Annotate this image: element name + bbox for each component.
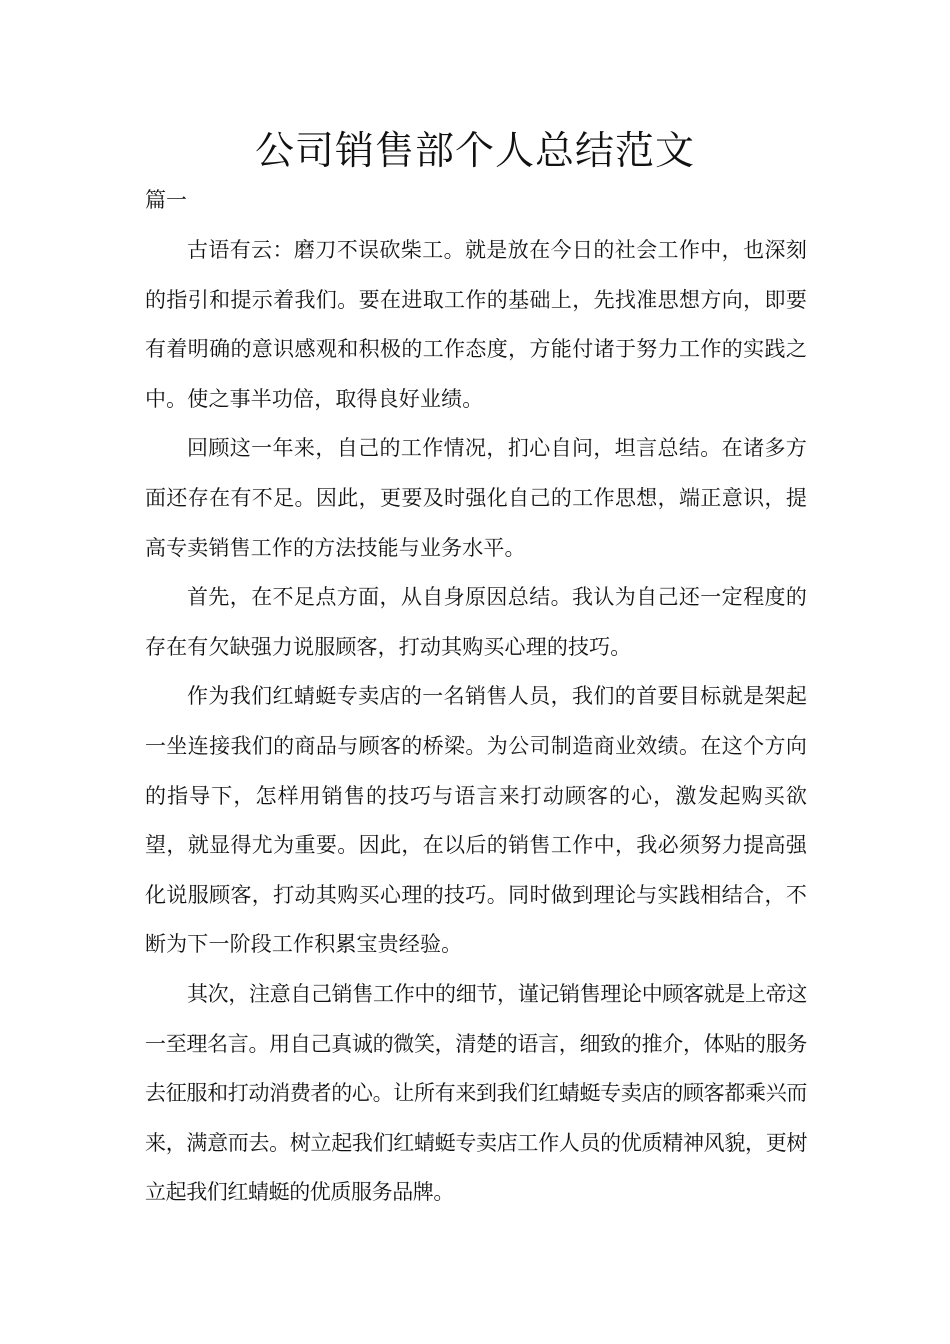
paragraph-1: 古语有云：磨刀不误砍柴工。就是放在今日的社会工作中，也深刻的指引和提示着我们。要在进取工作的基础上，先找准思想方向，即要有着明确的意识感观和积极的工作态度，方能付诸于努力工作的实践之中。使之事半功倍，取得良好业绩。 bbox=[145, 238, 807, 411]
paragraph-2: 回顾这一年来，自己的工作情况，扪心自问，坦言总结。在诸多方面还存在有不足。因此，更要及时强化自己的工作思想，端正意识，提高专卖销售工作的方法技能与业务水平。 bbox=[145, 436, 807, 560]
paragraph-3: 首先，在不足点方面，从自身原因总结。我认为自己还一定程度的存在有欠缺强力说服顾客，打动其购买心理的技巧。 bbox=[145, 585, 807, 659]
document-title: 公司销售部个人总结范文 bbox=[254, 129, 695, 174]
section-label: 篇一 bbox=[145, 188, 187, 212]
document-body bbox=[145, 226, 807, 1218]
paragraph-4: 作为我们红蜻蜓专卖店的一名销售人员，我们的首要目标就是架起一坐连接我们的商品与顾客的桥梁。为公司制造商业效绩。在这个方向的指导下，怎样用销售的技巧与语言来打动顾客的心，激发起购买欲望，就显得尤为重要。因此，在以后的销售工作中，我必须努力提高强化说服顾客，打动其购买心理的技巧。同时做到理论与实践相结合，不断为下一阶段工作积累宝贵经验。 bbox=[145, 684, 807, 957]
paragraph-5: 其次，注意自己销售工作中的细节，谨记销售理论中顾客就是上帝这一至理名言。用自己真诚的微笑，清楚的语言，细致的推介，体贴的服务去征服和打动消费者的心。让所有来到我们红蜻蜓专卖店的顾客都乘兴而来，满意而去。树立起我们红蜻蜓专卖店工作人员的优质精神风貌，更树立起我们红蜻蜓的优质服务品牌。 bbox=[145, 981, 807, 1205]
